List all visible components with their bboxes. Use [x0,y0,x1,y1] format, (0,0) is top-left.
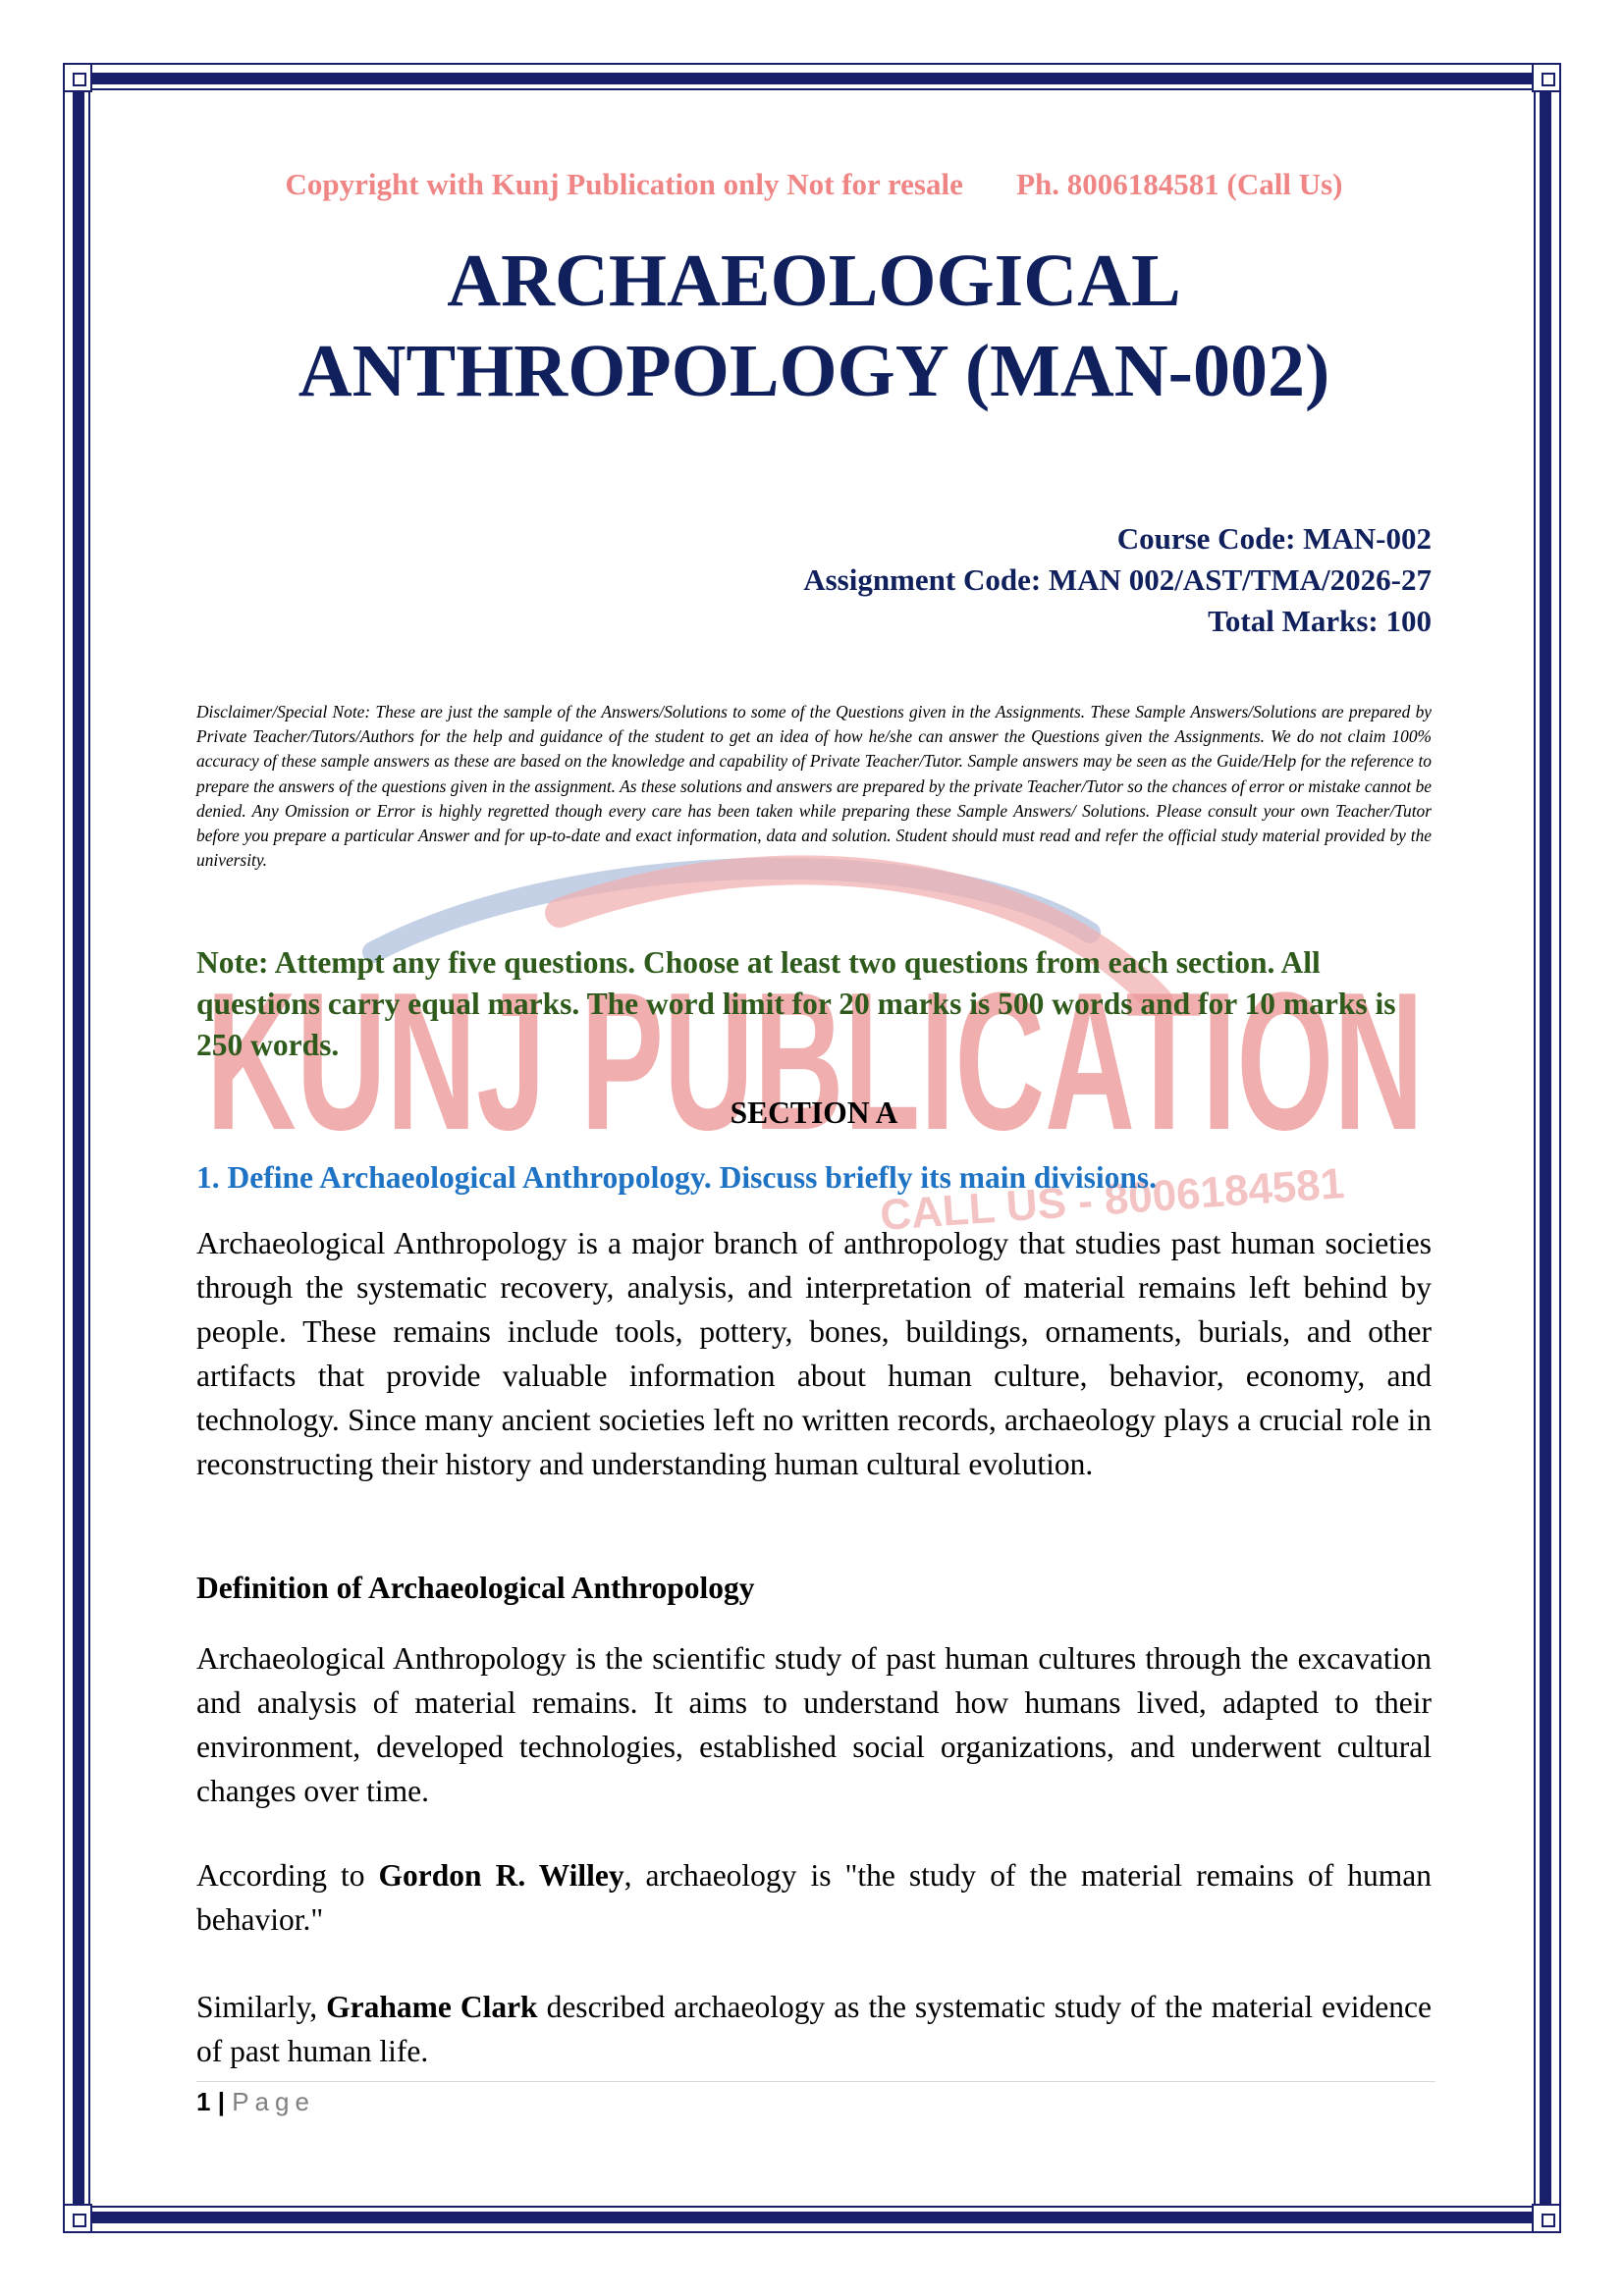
copyright-header [196,167,1432,202]
author-willey: Gordon R. Willey [378,1858,624,1893]
para3-post: , archaeology is "the study of the material remains of human behavior." [196,1858,1432,1937]
corner-ornament-bottom-left [63,2204,92,2233]
answer-paragraph-4 [196,1985,1432,2073]
page-number: 1 [196,2087,211,2116]
page-label: Page [232,2087,315,2116]
question-1: 1. Define Archaeological Anthropology. Discuss briefly its main divisions. [196,1160,1158,1195]
footer-separator: | [217,2087,225,2116]
phone-text: Ph. 8006184581 (Call Us) [1016,167,1343,201]
title-line-2: ANTHROPOLOGY (MAN-002) [298,330,1330,412]
para3-pre: According to [196,1858,379,1893]
footer-divider [196,2081,1435,2082]
disclaimer-note: Disclaimer/Special Note: These are just the sample of the Answers/Solutions to some of the Questions given in the Assignments. These Sample Answers/Solutions are prepared by Private Teacher/Tutors/Authors for the help and guidance of the student to get an idea of how he/she can answer the Questions given the Assignments. We do not claim 100% accuracy of these sample answers as these are based on the knowledge and capability of Private Teacher/Tutor. Sample answers may be seen as the Guide/Help for the reference to prepare the answers of the questions given in the assignment. As these solutions and answers are prepared by the private Teacher/Tutor so the chances of error or mistake cannot be denied. Any Omission or Error is highly regretted though every care has been taken while preparing these Sample Answers/ Solutions. Please consult your own Teacher/Tutor before you prepare a particular Answer and for up-to-date and exact information, data and solution. Student should must read and refer the official study material provided by the university. [196,702,1432,871]
assignment-code: Assignment Code: MAN 002/AST/TMA/2026-27 [803,562,1432,597]
corner-ornament-top-left [63,63,92,92]
course-code: Course Code: MAN-002 [1116,521,1432,556]
copyright-text: Copyright with Kunj Publication only Not for resale [285,167,963,201]
assignment-codes [803,518,1432,642]
watermark-brand-text: KUNJ PUBLICATION [206,952,1424,1171]
section-heading: SECTION A [730,1095,898,1130]
corner-ornament-bottom-right [1532,2204,1561,2233]
corner-ornament-top-right [1532,63,1561,92]
answer-paragraph-2: Archaeological Anthropology is the scientific study of past human cultures through the excavation and analysis of material remains. It aims to understand how humans lived, adapted to their environment, developed technologies, established social organizations, and underwent cultural changes over time. [196,1641,1432,1808]
watermark-call-text: CALL US - 8006184581 [878,1159,1346,1241]
document-title [196,236,1432,416]
definition-subheading: Definition of Archaeological Anthropology [196,1571,755,1605]
answer-paragraph-3 [196,1853,1432,1942]
para4-post: described archaeology as the systematic study of the material evidence of past human life. [196,1990,1433,2068]
answer-paragraph-1: Archaeological Anthropology is a major branch of anthropology that studies past human societies through the systematic recovery, analysis, and interpretation of material remains left behind by people. These remains include tools, pottery, bones, buildings, ornaments, burials, and other artifacts that provide valuable information about human culture, behavior, economy, and technology. Since many ancient societies left no written records, archaeology plays a crucial role in reconstructing their history and understanding human cultural evolution. [196,1226,1432,1481]
title-line-1: ARCHAEOLOGICAL [447,240,1181,322]
para4-pre: Similarly, [196,1990,327,2024]
total-marks: Total Marks: 100 [1208,604,1432,638]
instruction-note: Note: Attempt any five questions. Choose at least two questions from each section. All questions carry equal marks. The word limit for 20 marks is 500 words and for 10 marks is 250 words. [196,945,1396,1062]
page-footer [196,2087,315,2117]
author-clark: Grahame Clark [326,1990,538,2024]
